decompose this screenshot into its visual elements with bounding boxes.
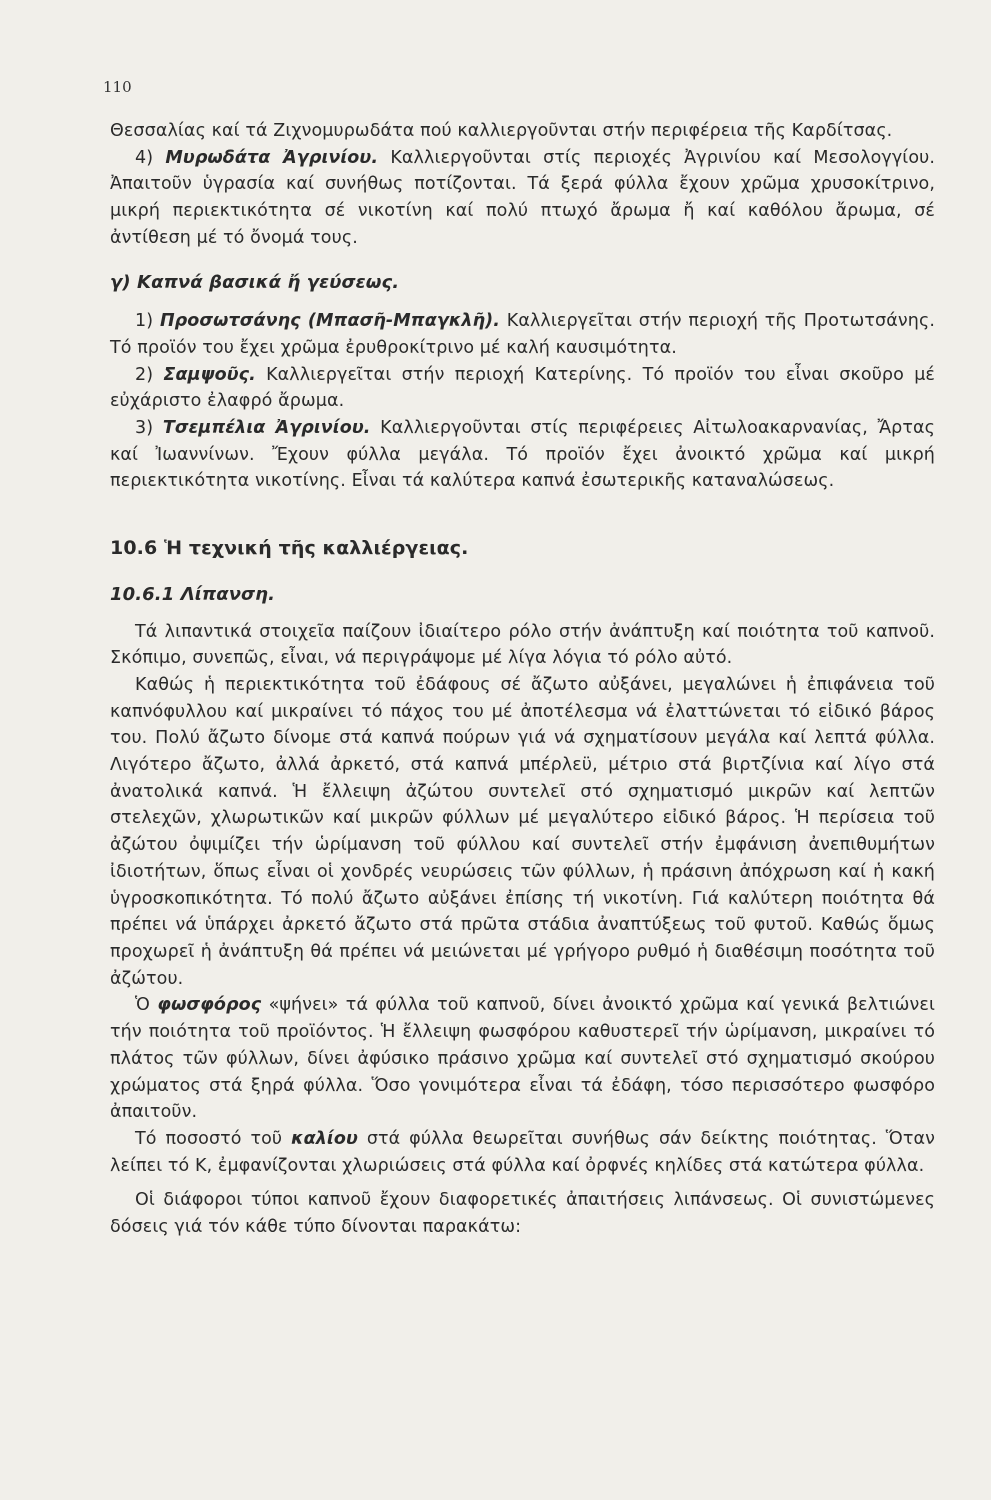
item-name: Σαμψοῦς. xyxy=(163,364,256,385)
item-name: Τσεμπέλια Ἀγρινίου. xyxy=(162,418,371,439)
item-number: 2) xyxy=(135,364,154,385)
list-item-tsempelia xyxy=(110,415,935,495)
item-text: Καλλιεργεῖται στήν περιοχή Κατερίνης. Τό προϊόν του εἶναι σκοῦρο μέ εὐχάριστο ἐλαφρό ἄρωμα. xyxy=(110,364,935,412)
text-post: στά φύλλα θεωρεῖται συνήθως σάν δείκτης ποιότητας. Ὅταν λείπει τό Κ, ἐμφανίζονται χλωριώσεις στά φύλλα καί ὀρφνές κηλίδες στά κατώτερα φύλλα. xyxy=(110,1128,936,1176)
page-content xyxy=(110,118,935,1241)
text-pre: Τό ποσοστό τοῦ xyxy=(135,1128,283,1149)
item-text: Καλλιεργοῦνται στίς περιφέρειες Αἰτωλοακαρνανίας, Ἄρτας καί Ἰωαννίνων. Ἔχουν φύλλα μεγάλα. Τό προϊόν ἔχει ἀνοικτό χρῶμα καί μικρή περιεκτικότητα νικοτίνης. Εἶναι τά καλύτερα καπνά ἐσωτερικῆς καταναλώσεως. xyxy=(110,418,935,492)
intro-paragraph: Θεσσαλίας καί τά Ζιχνομυρωδάτα πού καλλιεργοῦνται στήν περιφέρεια τῆς Καρδίτσας. xyxy=(110,121,893,141)
subsection-heading: 10.6.1 Λίπανση. xyxy=(110,583,276,605)
paragraph-potassium xyxy=(110,1126,935,1179)
keyword-phosphorus: φωσφόρος xyxy=(157,995,262,1016)
item-name: Μυρωδάτα Ἀγρινίου. xyxy=(165,147,379,168)
item-number: 1) xyxy=(135,311,154,332)
text-pre: Ὁ xyxy=(135,995,150,1016)
paragraph-intro-fertilization: Τά λιπαντικά στοιχεῖα παίζουν ἰδιαίτερο ρόλο στήν ἀνάπτυξη καί ποιότητα τοῦ καπνοῦ. Σκόπιμο, συνεπῶς, εἶναι, νά περιγράψομε μέ λίγα λόγια τό ρόλο αὐτό. xyxy=(110,621,935,669)
paragraph-phosphorus xyxy=(110,992,935,1126)
subheading-basic-tobaccos: γ) Καπνά βασικά ἤ γεύσεως. xyxy=(110,271,400,293)
item-number: 3) xyxy=(135,418,154,439)
keyword-potassium: καλίου xyxy=(291,1128,358,1149)
list-item-myrodata xyxy=(110,145,935,252)
item-text: Καλλιεργεῖται στήν περιοχή τῆς Προτωτσάνης. Τό προϊόν του ἔχει χρῶμα ἐρυθροκίτρινο μέ καλή καυσιμότητα. xyxy=(110,311,935,358)
item-text: Καλλιεργοῦνται στίς περιοχές Ἀγρινίου καί Μεσολογγίου. Ἀπαιτοῦν ὑγρασία καί συνήθως ποτίζονται. Τά ξερά φύλλα ἔχουν χρῶμα χρυσοκίτρινο, μικρή περιεκτικότητα σέ νικοτίνη καί πολύ πτωχό ἄρωμα ἤ καί καθόλου ἄρωμα, σέ ἀντίθεση μέ τό ὄνομά τους. xyxy=(110,147,936,248)
text-post: «ψήνει» τά φύλλα τοῦ καπνοῦ, δίνει ἀνοικτό χρῶμα καί γενικά βελτιώνει τήν ποιότητα τοῦ προϊόντος. Ἡ ἔλλειψη φωσφόρου καθυστερεῖ τήν ὡρίμανση, μικραίνει τό πλάτος τῶν φύλλων, δίνει ἀφύσικο πράσινο χρῶμα καί συντελεῖ στό σχηματισμό σκούρου χρώματος στά ξηρά φύλλα. Ὅσο γονιμότερα εἶναι τά ἐδάφη, τόσο περισσότερο φωσφόρο ἀπαιτοῦν. xyxy=(110,995,935,1123)
paragraph-nitrogen: Καθώς ἡ περιεκτικότητα τοῦ ἐδάφους σέ ἄζωτο αὐξάνει, μεγαλώνει ἡ ἐπιφάνεια τοῦ καπνόφυλλου καί μικραίνει τό πάχος του μέ ἀποτέλεσμα νά ἐλαττώνεται τό εἰδικό βάρος του. Πολύ ἄζωτο δίνομε στά καπνά πούρων γιά νά σχηματίσουν μεγάλα καί λεπτά φύλλα. Λιγότερο ἄζωτο, ἀλλά ἀρκετό, στά καπνά μπέρλεϋ, μέτριο στά βιρτζίνια καί λίγο στά ἀνατολικά καπνά. Ἡ ἔλλειψη ἀζώτου συντελεῖ στό σχηματισμό μικρῶν καί λεπτῶν στελεχῶν, χλωρωτικῶν καί μικρῶν φύλλων μέ μεγαλύτερο εἰδικό βάρος. Ἡ περίσεια τοῦ ἀζώτου ὀψιμίζει τήν ὡρίμανση τοῦ φύλλου καί συντελεῖ στήν ἐμφάνιση ἀνεπιθυμήτων ἰδιοτήτων, ὅπως εἶναι οἱ χονδρές νευρώσεις τῶν φύλλων, ἡ πράσινη ἀπόχρωση καί ἡ κακή ὑγροσκοπικότητα. Τό πολύ ἄζωτο αὐξάνει ἐπίσης τή νικοτίνη. Γιά καλύτερη ποιότητα θά πρέπει νά ὑπάρχει ἀρκετό ἄζωτο στά πρῶτα στάδια ἀναπτύξεως τοῦ φυτοῦ. Καθώς ὅμως προχωρεῖ ἡ ἀνάπτυξη θά πρέπει νά μειώνεται μέ γρήγορο ρυθμό ἡ διαθέσιμη ποσότητα τοῦ ἀζώτου. xyxy=(110,674,935,989)
section-heading: 10.6 Ἡ τεχνική τῆς καλλιέργειας. xyxy=(110,537,469,560)
item-number: 4) xyxy=(135,147,154,168)
page-number: 110 xyxy=(103,78,132,96)
list-item-sampsous xyxy=(110,362,935,415)
item-name: Προσωτσάνης (Μπασῆ-Μπαγκλῆ). xyxy=(159,311,500,332)
list-item-prosotsanis xyxy=(110,308,935,361)
paragraph-dosage: Οἱ διάφοροι τύποι καπνοῦ ἔχουν διαφορετικές ἀπαιτήσεις λιπάνσεως. Οἱ συνιστώμενες δόσεις γιά τόν κάθε τύπο δίνονται παρακάτω: xyxy=(110,1190,935,1238)
